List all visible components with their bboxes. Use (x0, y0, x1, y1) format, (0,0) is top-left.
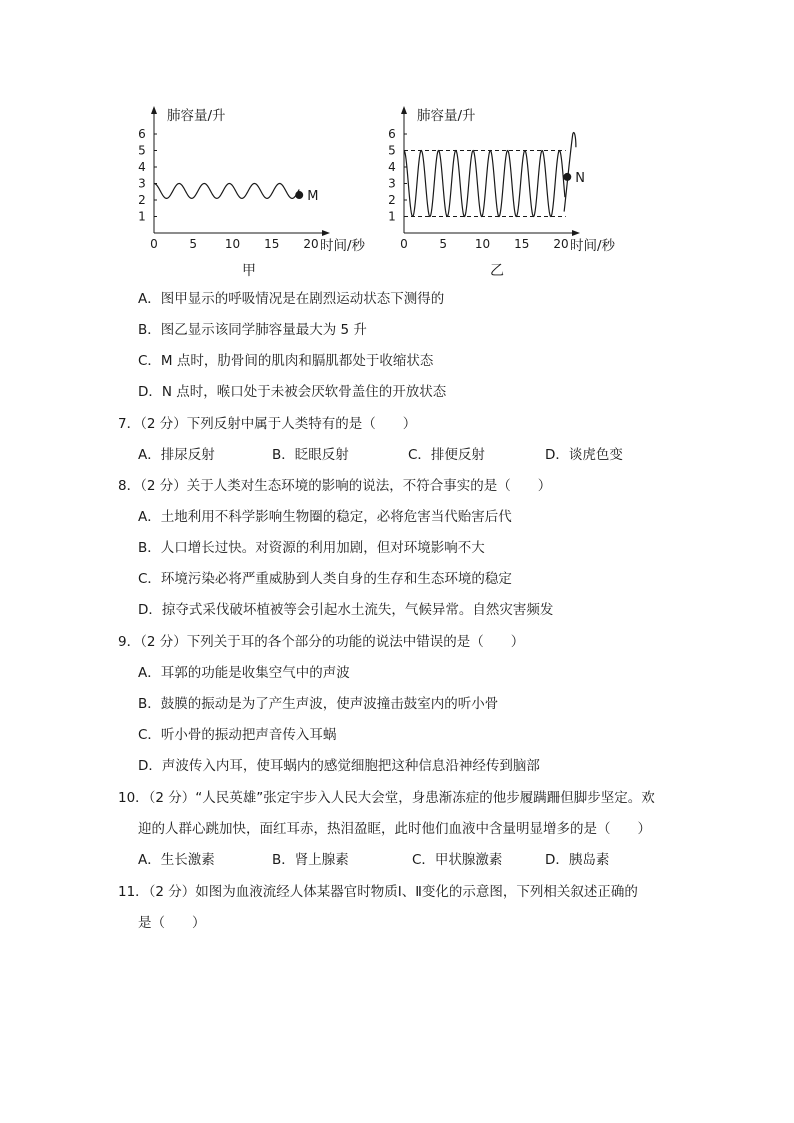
q9-stem: 9．（2 分）下列关于耳的各个部分的功能的说法中错误的是（ ） (118, 634, 525, 650)
q8-stem: 8．（2 分）关于人类对生态环境的影响的说法，不符合事实的是（ ） (118, 478, 552, 494)
q11-stem-line2: 是（ ） (138, 915, 206, 931)
yi-ytick-4: 4 (388, 160, 396, 174)
yi-xlabel: 时间/秒 (570, 238, 616, 254)
jia-point-label: M (307, 189, 319, 205)
lung-volume-chart-jia (130, 100, 380, 260)
q9-option-a: A．耳郭的功能是收集空气中的声波 (138, 665, 350, 681)
jia-ytick-5: 5 (138, 143, 146, 158)
yi-point (563, 173, 571, 181)
q7-option-d: D．谈虎色变 (545, 447, 623, 463)
q9-option-c: C．听小骨的振动把声音传入耳蜗 (138, 727, 337, 743)
jia-curve (154, 184, 299, 199)
yi-ylabel: 肺容量/升 (417, 108, 476, 124)
q7-option-c: C．排便反射 (408, 447, 485, 463)
jia-xtick-10: 10 (224, 237, 241, 251)
q10-option-c: C．甲状腺激素 (412, 852, 503, 868)
yi-ytick-3: 3 (388, 176, 396, 191)
yi-ytick-5: 5 (388, 143, 396, 158)
yi-xtick-15: 15 (514, 237, 530, 251)
figure-yi-caption: 乙 (490, 263, 504, 279)
q7-stem: 7．（2 分）下列反射中属于人类特有的是（ ） (118, 416, 417, 432)
yi-ytick-1: 1 (388, 209, 396, 224)
jia-y-axis-arrow (151, 106, 157, 114)
q9-option-b: B．鼓膜的振动是为了产生声波，使声波撞击鼓室内的听小骨 (138, 696, 499, 712)
q9-option-d: D．声波传入内耳，使耳蜗内的感觉细胞把这种信息沿神经传到脑部 (138, 758, 540, 774)
yi-xtick-0: 0 (400, 237, 408, 251)
lung-volume-chart-yi (380, 100, 640, 260)
figure-jia-caption: 甲 (242, 263, 256, 279)
jia-ytick-2: 2 (138, 193, 146, 207)
figure-jia (130, 100, 380, 260)
q10-option-a: A．生长激素 (138, 852, 215, 868)
jia-ylabel: 肺容量/升 (167, 108, 226, 124)
jia-xtick-5: 5 (189, 237, 198, 251)
yi-xtick-20: 20 (553, 237, 569, 251)
jia-xtick-15: 15 (264, 237, 280, 251)
jia-ytick-3: 3 (138, 176, 146, 191)
q6-option-a: A．图甲显示的呼吸情况是在剧烈运动状态下测得的 (138, 291, 445, 307)
q6-option-d: D．N 点时，喉口处于未被会厌软骨盖住的开放状态 (138, 384, 447, 400)
yi-xtick-10: 10 (474, 237, 491, 251)
jia-xlabel: 时间/秒 (320, 238, 366, 254)
jia-ytick-1: 1 (138, 209, 146, 224)
figure-yi (380, 100, 640, 260)
jia-ytick-4: 4 (138, 160, 146, 174)
q6-option-b: B．图乙显示该同学肺容量最大为 5 升 (138, 322, 367, 338)
yi-curve-tail (564, 133, 576, 212)
jia-xtick-0: 0 (150, 237, 158, 251)
yi-point-label: N (575, 170, 586, 186)
q11-stem-line1: 11．（2 分）如图为血液流经人体某器官时物质Ⅰ、Ⅱ变化的示意图，下列相关叙述正确的 (118, 884, 638, 900)
jia-point (295, 191, 303, 199)
yi-xtick-5: 5 (439, 237, 448, 251)
jia-ytick-6: 6 (138, 127, 146, 141)
q8-option-b: B．人口增长过快。对资源的利用加剧，但对环境影响不大 (138, 540, 485, 556)
yi-x-axis-arrow (572, 230, 580, 236)
q6-option-c: C．M 点时，肋骨间的肌肉和膈肌都处于收缩状态 (138, 353, 434, 369)
yi-y-axis-arrow (401, 106, 407, 114)
q10-stem-line2: 迎的人群心跳加快，面红耳赤，热泪盈眶，此时他们血液中含量明显增多的是（ ） (138, 821, 651, 837)
q8-option-c: C．环境污染必将严重威胁到人类自身的生存和生态环境的稳定 (138, 571, 512, 587)
q10-option-d: D．胰岛素 (545, 852, 610, 868)
yi-ytick-2: 2 (388, 193, 396, 207)
q10-option-b: B．肾上腺素 (272, 852, 349, 868)
jia-xtick-20: 20 (303, 237, 319, 251)
q10-stem-line1: 10．（2 分）“人民英雄”张定宇步入人民大会堂，身患渐冻症的他步履蹒跚但脚步坚定。欢 (118, 790, 655, 806)
yi-ytick-6: 6 (388, 127, 396, 141)
q7-option-b: B．眨眼反射 (272, 447, 349, 463)
yi-curve (404, 151, 565, 217)
q7-option-a: A．排尿反射 (138, 447, 215, 463)
q8-option-a: A．土地利用不科学影响生物圈的稳定，必将危害当代贻害后代 (138, 509, 512, 525)
jia-x-axis-arrow (322, 230, 330, 236)
q8-option-d: D．掠夺式采伐破坏植被等会引起水土流失，气候异常。自然灾害频发 (138, 602, 554, 618)
